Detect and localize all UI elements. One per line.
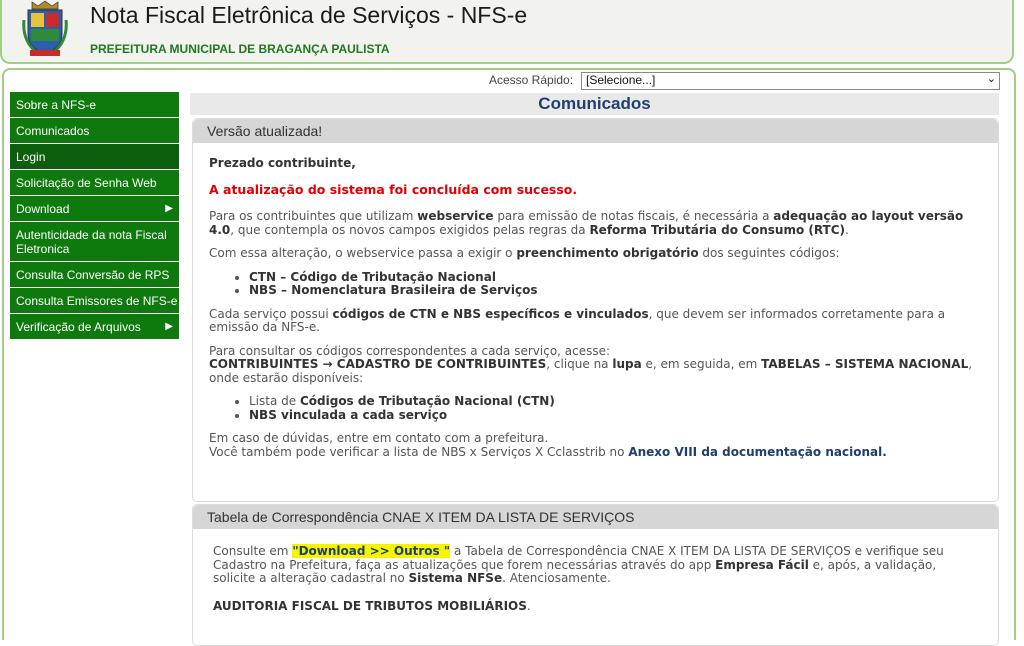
sidebar-item-label: Solicitação de Senha Web	[16, 176, 157, 190]
text: a Tabela de Correspondência CNAE X ITEM DA LISTA DE SERVIÇOS e verifique seu Cadastro na Prefeitura, faça as atualizações que forem necessárias através do app	[213, 544, 944, 572]
text-strong: Códigos de Tributação Nacional (CTN)	[299, 394, 555, 408]
list-item	[249, 271, 982, 285]
sidebar-item-verificacao-arquivos[interactable]	[10, 314, 179, 340]
quick-access-select[interactable]	[581, 72, 1000, 90]
list-item	[249, 395, 982, 409]
municipal-crest-logo	[22, 0, 68, 58]
sidebar-item-label: Login	[16, 150, 46, 164]
text: Em caso de dúvidas, entre em contato com a prefeitura.	[209, 431, 549, 445]
text-strong: NBS – Nomenclatura Brasileira de Serviços	[249, 283, 538, 297]
quick-access-value: [Selecione...]	[586, 73, 656, 87]
sidebar-item-label: Verificação de Arquivos	[16, 320, 141, 334]
tables-list	[209, 395, 982, 422]
text-strong: CONTRIBUINTES → CADASTRO DE CONTRIBUINTES	[209, 357, 547, 371]
sidebar-item-label: Consulta Conversão de RPS	[16, 268, 170, 282]
text-strong: Empresa Fácil	[715, 557, 809, 572]
text: Consulte em	[213, 544, 293, 558]
text-strong: Sistema NFSe	[408, 571, 503, 585]
text: , clique na	[546, 357, 613, 371]
text: , que devem ser informados corretamente para a emissão da NFS-e.	[209, 306, 946, 334]
download-link-highlight[interactable]: "Download >> Outros "	[292, 544, 451, 558]
sidebar-item-conversao-rps[interactable]	[10, 262, 179, 288]
notice-card-cnae: Tabela de Correspondência CNAE X ITEM DA LISTA DE SERVIÇOS Consulte em "Download >> Outros " a Tabela de Correspondência CNAE X ITEM DA LISTA DE SERVIÇOS e verifique seu Cadastro na Prefeitura, faça as atualizações que forem necessárias através do app Empresa Fácil e, após, a validação, solicite a alteração cadastral no Sistema NFSe. Atenciosamente. AUDITORIA FISCAL DE TRIBUTOS MOBILIÁRIOS.	[192, 504, 999, 646]
sidebar-item-label: Consulta Emissores de NFS-e	[16, 294, 178, 308]
sidebar-item-comunicados[interactable]	[10, 118, 179, 144]
sidebar-item-label: Autenticidade da nota Fiscal Eletronica	[16, 228, 167, 256]
chevron-down-icon: ⌄	[986, 73, 996, 85]
text: para emissão de notas fiscais, é necessária a	[493, 209, 774, 223]
text-strong: TABELAS – SISTEMA NACIONAL	[761, 357, 969, 371]
text-strong: códigos de CTN e NBS específicos e vinculados	[332, 306, 649, 321]
notice-card-version	[192, 118, 999, 502]
text: . Atenciosamente.	[502, 571, 611, 585]
code-list	[209, 271, 982, 298]
list-item	[249, 284, 982, 298]
sidebar-item-sobre[interactable]	[10, 92, 179, 118]
sidebar-item-emissores[interactable]	[10, 288, 179, 314]
text-strong: Reforma Tributária do Consumo (RTC)	[589, 222, 846, 237]
text-strong: lupa	[612, 357, 642, 371]
notice-heading: Versão atualizada!	[193, 119, 998, 143]
site-header	[0, 0, 1014, 64]
sidebar-item-label: Comunicados	[16, 124, 90, 138]
section-title: Comunicados	[190, 93, 999, 115]
text: .	[845, 222, 849, 237]
sidebar-item-label: Sobre a NFS-e	[16, 98, 97, 112]
quick-access-label: Acesso Rápido:	[489, 73, 574, 87]
text: e, em seguida, em	[641, 357, 762, 371]
text: Para consultar os códigos correspondentes a cada serviço, acesse:	[209, 343, 611, 358]
text: e, após, a validação, solicite a alteração cadastral no	[213, 557, 937, 585]
text: , onde estarão disponíveis:	[209, 357, 973, 385]
sidebar-nav	[10, 92, 179, 340]
text: Para os contribuintes que utilizam	[209, 209, 418, 223]
text-strong: NBS vinculada a cada serviço	[249, 407, 448, 422]
signature: AUDITORIA FISCAL DE TRIBUTOS MOBILIÁRIOS	[213, 598, 527, 613]
text-strong: webservice	[417, 209, 494, 223]
text: , que contempla os novos campos exigidos pelas regras da	[230, 222, 590, 237]
sidebar-item-label: Download	[16, 202, 70, 216]
text: dos seguintes códigos:	[698, 246, 840, 260]
text: Com essa alteração, o webservice passa a exigir o	[209, 246, 517, 260]
caret-right-icon: ▶	[165, 203, 173, 214]
text: Lista de	[249, 394, 300, 408]
page-title: Nota Fiscal Eletrônica de Serviços - NFS-e	[90, 2, 528, 28]
success-message: A atualização do sistema foi concluída com sucesso.	[209, 181, 578, 197]
text: Cada serviço possui	[209, 306, 333, 321]
sidebar-item-solicitacao-senha[interactable]	[10, 170, 179, 196]
list-item	[249, 409, 982, 423]
sidebar-item-download[interactable]	[10, 196, 179, 222]
caret-right-icon: ▶	[165, 321, 173, 332]
municipality-name: PREFEITURA MUNICIPAL DE BRAGANÇA PAULISTA	[90, 42, 390, 56]
text-strong: preenchimento obrigatório	[516, 246, 699, 260]
text: Você também pode verificar a lista de NBS x Serviços X Cclasstrib no	[209, 444, 629, 459]
greeting: Prezado contribuinte,	[209, 156, 356, 170]
text-strong: CTN – Código de Tributação Nacional	[249, 269, 496, 284]
sidebar-item-autenticidade[interactable]	[10, 222, 179, 262]
text-strong: adequação ao layout versão 4.0	[209, 209, 964, 237]
annex-link[interactable]: Anexo VIII da documentação nacional.	[628, 444, 887, 459]
sidebar-item-login[interactable]	[10, 144, 179, 170]
notice-heading: Tabela de Correspondência CNAE X ITEM DA LISTA DE SERVIÇOS	[193, 505, 998, 529]
